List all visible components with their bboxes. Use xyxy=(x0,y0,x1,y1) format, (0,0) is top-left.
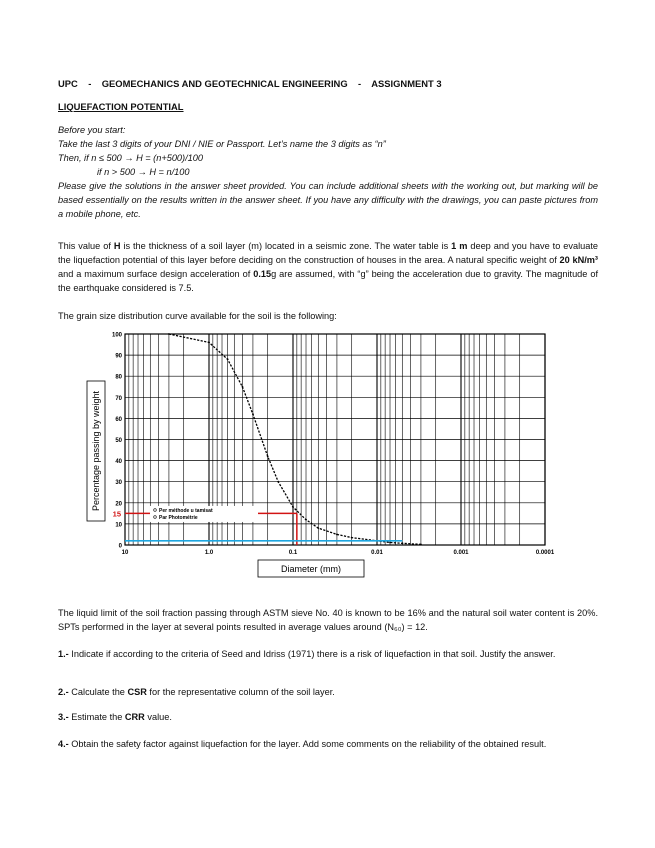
grain-size-chart xyxy=(80,326,580,581)
header-assignment: ASSIGNMENT 3 xyxy=(371,78,442,89)
assignment-header xyxy=(58,78,442,89)
x-tick-label: 1.0 xyxy=(204,550,214,556)
problem-g: g xyxy=(271,269,277,279)
curve-point xyxy=(277,481,279,483)
curve-point xyxy=(227,358,229,360)
instructions-line: Take the last 3 digits of your DNI / NIE or Passport. Let’s name the 3 digits as “n” xyxy=(58,139,386,149)
curve-point xyxy=(208,342,210,344)
curve-point xyxy=(252,413,254,415)
instructions-paragraph: Please give the solutions in the answer sheet provided. You can include additional sheets with the working out, but marking will be based essentially on the results written in the answer sheet. If you have any difficulty with the drawings, you can paste pictures from a mobile phone, etc. xyxy=(58,181,598,219)
liquid-limit-paragraph: The liquid limit of the soil fraction passing through ASTM sieve No. 40 is known to be 16% and the natural soil water content is 20%. SPTs performed in the layer at several points resulted in average values around (N₆₀) = 12. xyxy=(58,608,598,632)
curve-point xyxy=(420,543,422,545)
curve-point xyxy=(351,537,353,539)
x-axis-label: Diameter (mm) xyxy=(281,564,341,574)
y-tick-label: 50 xyxy=(115,438,122,444)
question-1 xyxy=(58,647,598,661)
page-subtitle: LIQUEFACTION POTENTIAL xyxy=(58,101,184,112)
question-keyword: CSR xyxy=(127,687,147,697)
question-number: 3.- xyxy=(58,712,69,722)
x-tick-label: 0.1 xyxy=(288,550,298,556)
x-tick-label: 0.01 xyxy=(371,550,383,556)
legend-entry: Per méthode u tamisat xyxy=(159,507,213,514)
legend-entry: Par Photométrie xyxy=(159,514,198,521)
y-tick-label: 80 xyxy=(115,374,122,381)
problem-specific-weight: 20 kN/m³ xyxy=(559,255,598,265)
instructions-line: Then, if n ≤ 500 → H = (n+500)/100 xyxy=(58,153,203,163)
problem-text: This value of xyxy=(58,241,114,251)
question-number: 2.- xyxy=(58,687,69,697)
question-number: 4.- xyxy=(58,739,69,749)
problem-text: and a maximum surface design acceleration of xyxy=(58,269,254,279)
chart-ticks xyxy=(112,333,555,557)
question-2 xyxy=(58,685,598,699)
header-institution: UPC xyxy=(58,78,78,89)
y-tick-label: 90 xyxy=(115,353,122,360)
curve-point xyxy=(317,527,319,529)
x-tick-label: 0.0001 xyxy=(535,550,555,556)
question-keyword: CRR xyxy=(124,712,145,722)
problem-text: is the thickness of a soil layer (m) located in a seismic zone. The water table is xyxy=(120,241,452,251)
x-tick-label: 10 xyxy=(121,550,129,556)
annotation-label: 15 xyxy=(112,509,121,519)
problem-text: are assumed, with “g” being the acceleration due to gravity. The magnitude of the earthquake considered is 7.5. xyxy=(58,269,598,293)
curve-point xyxy=(336,534,338,536)
grain-size-intro: The grain size distribution curve available for the soil is the following: xyxy=(58,311,337,321)
question-text: Obtain the safety factor against liquefaction for the layer. Add some comments on the reliability of the obtained result. xyxy=(68,739,547,749)
y-axis-label: Percentage passing by weight xyxy=(91,390,101,512)
curve-point xyxy=(267,455,269,457)
curve-point xyxy=(401,542,403,544)
curve-point xyxy=(389,542,391,544)
question-4 xyxy=(58,737,598,751)
x-tick-label: 0.001 xyxy=(453,550,469,556)
question-text: Calculate the xyxy=(68,687,128,697)
y-tick-label: 0 xyxy=(118,543,122,550)
question-text: value. xyxy=(144,712,172,722)
instructions-block xyxy=(58,123,598,221)
y-tick-label: 10 xyxy=(115,522,122,529)
instructions-line: Before you start: xyxy=(58,125,126,135)
curve-point xyxy=(168,333,170,335)
problem-h: H xyxy=(113,241,121,251)
problem-text: deep and you have to evaluate the liquefaction potential of this layer before deciding on the construction of houses in the area. A natural specific weight of xyxy=(58,241,598,265)
header-separator: - xyxy=(88,78,92,89)
question-number: 1.- xyxy=(58,649,69,659)
y-tick-label: 60 xyxy=(115,416,122,423)
question-text: for the representative column of the soil layer. xyxy=(146,687,335,697)
y-tick-label: 30 xyxy=(115,480,122,487)
question-text: Estimate the xyxy=(68,712,125,722)
curve-point xyxy=(242,386,244,388)
curve-point xyxy=(292,506,294,508)
curve-point xyxy=(305,519,307,521)
y-tick-label: 70 xyxy=(115,395,122,402)
problem-statement xyxy=(58,239,598,295)
y-tick-label: 100 xyxy=(111,332,122,339)
instructions-line: if n > 500 → H = n/100 xyxy=(97,167,190,177)
problem-water-table: 1 m xyxy=(451,241,468,251)
y-tick-label: 20 xyxy=(115,501,122,508)
problem-acceleration: 0.15 xyxy=(253,269,272,279)
header-separator: - xyxy=(358,78,362,89)
y-tick-label: 40 xyxy=(115,459,122,466)
header-course: GEOMECHANICS AND GEOTECHNICAL ENGINEERING xyxy=(101,78,348,89)
question-3 xyxy=(58,710,598,724)
question-text: Indicate if according to the criteria of Seed and Idriss (1971) there is a risk of liquefaction in that soil. Justify the answer. xyxy=(68,649,556,659)
